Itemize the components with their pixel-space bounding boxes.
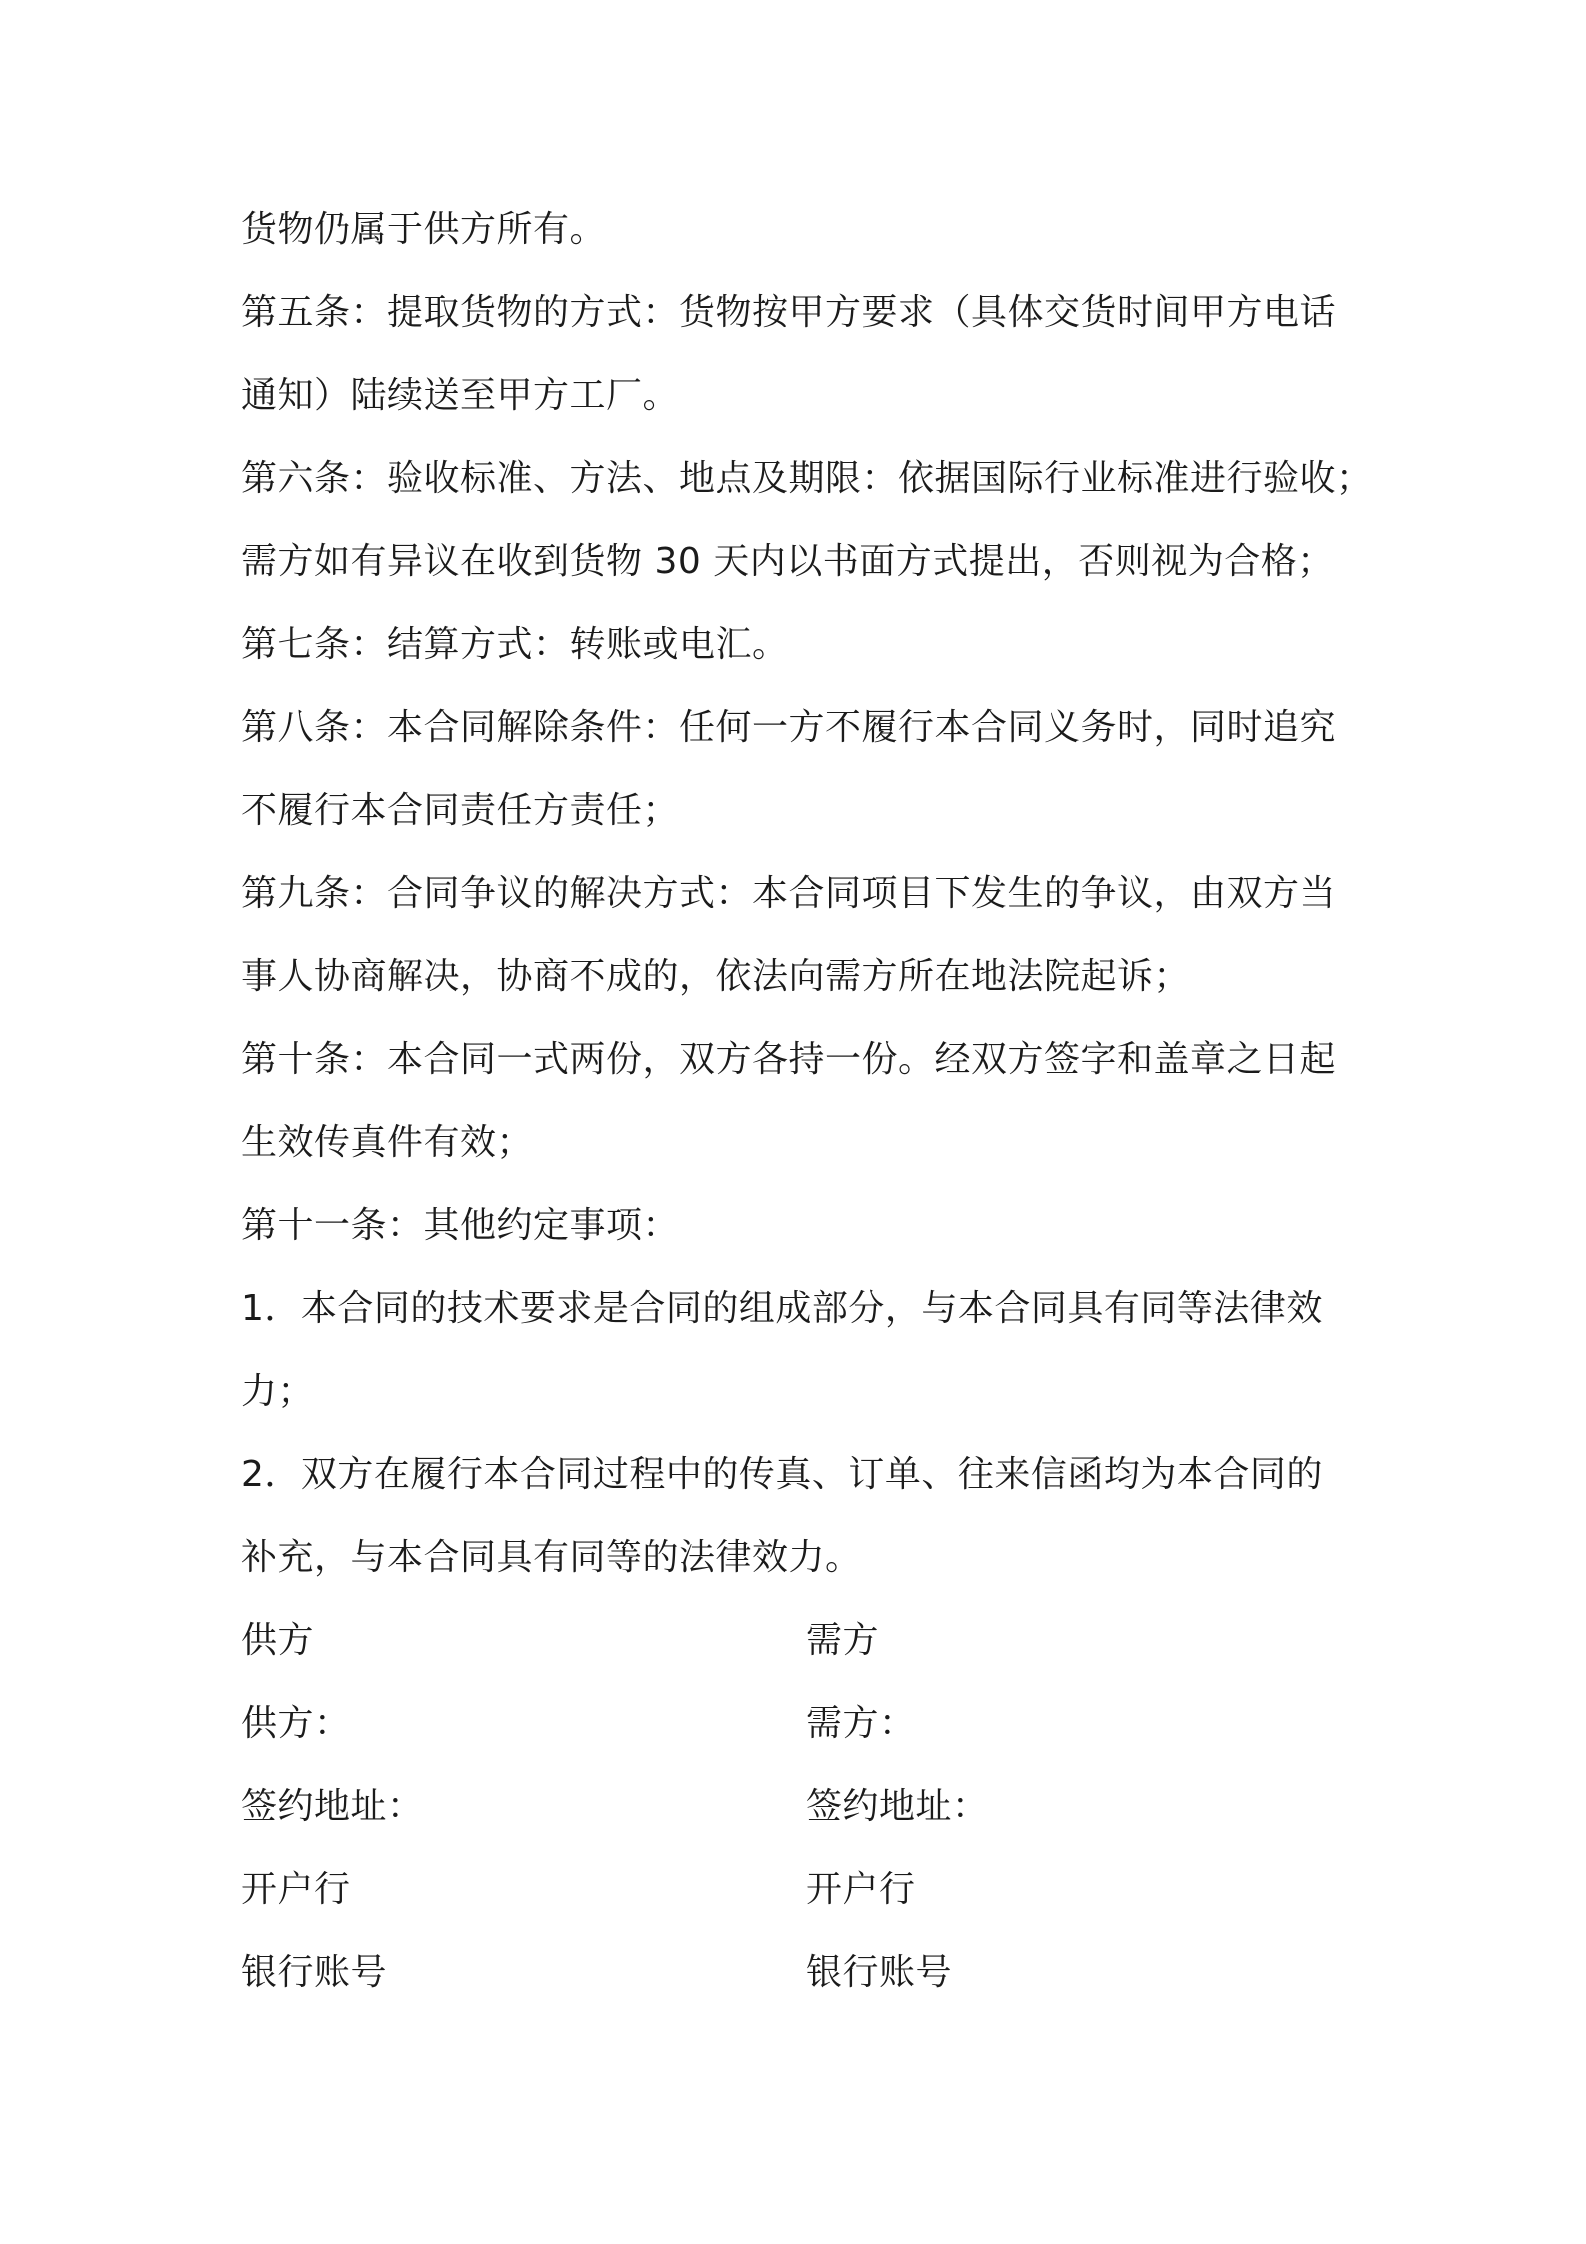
clause-11-item-2-line-2: 补充，与本合同具有同等的法律效力。 — [241, 1537, 862, 1578]
clause-6-line-2: 需方如有异议在收到货物 30 天内以书面方式提出，否则视为合格； — [241, 541, 1334, 582]
clause-9-line-2: 事人协商解决，协商不成的，依法向需方所在地法院起诉； — [241, 956, 1191, 997]
supplier-account-label: 银行账号 — [241, 1952, 388, 1993]
clause-11-item-1-line-1: 1．本合同的技术要求是合同的组成部分，与本合同具有同等法律效 — [241, 1288, 1323, 1329]
clause-5-line-2: 通知）陆续送至甲方工厂。 — [241, 375, 680, 416]
buyer-address-label: 签约地址： — [806, 1786, 989, 1827]
buyer-account-label: 银行账号 — [806, 1952, 953, 1993]
clause-7-line-1: 第七条：结算方式：转账或电汇。 — [241, 624, 789, 665]
clause-11-heading: 第十一条：其他约定事项： — [241, 1205, 680, 1246]
supplier-party-label: 供方： — [241, 1703, 351, 1744]
clause-8-line-2: 不履行本合同责任方责任； — [241, 790, 680, 831]
supplier-heading: 供方 — [241, 1620, 315, 1661]
buyer-bank-label: 开户行 — [806, 1869, 916, 1910]
buyer-party-label: 需方： — [806, 1703, 916, 1744]
clause-10-line-1: 第十条：本合同一式两份，双方各持一份。经双方签字和盖章之日起 — [241, 1039, 1337, 1080]
clause-11-item-1-line-2: 力； — [241, 1371, 315, 1412]
clause-6-line-1: 第六条：验收标准、方法、地点及期限：依据国际行业标准进行验收； — [241, 458, 1373, 499]
clause-10-line-2: 生效传真件有效； — [241, 1122, 534, 1163]
clause-line-continuation: 货物仍属于供方所有。 — [241, 209, 607, 250]
supplier-bank-label: 开户行 — [241, 1869, 351, 1910]
clause-5-line-1: 第五条：提取货物的方式：货物按甲方要求（具体交货时间甲方电话 — [241, 292, 1337, 333]
clause-11-item-2-line-1: 2．双方在履行本合同过程中的传真、订单、往来信函均为本合同的 — [241, 1454, 1323, 1495]
buyer-heading: 需方 — [806, 1620, 880, 1661]
clause-9-line-1: 第九条：合同争议的解决方式：本合同项目下发生的争议，由双方当 — [241, 873, 1337, 914]
clause-8-line-1: 第八条：本合同解除条件：任何一方不履行本合同义务时，同时追究 — [241, 707, 1337, 748]
supplier-address-label: 签约地址： — [241, 1786, 424, 1827]
